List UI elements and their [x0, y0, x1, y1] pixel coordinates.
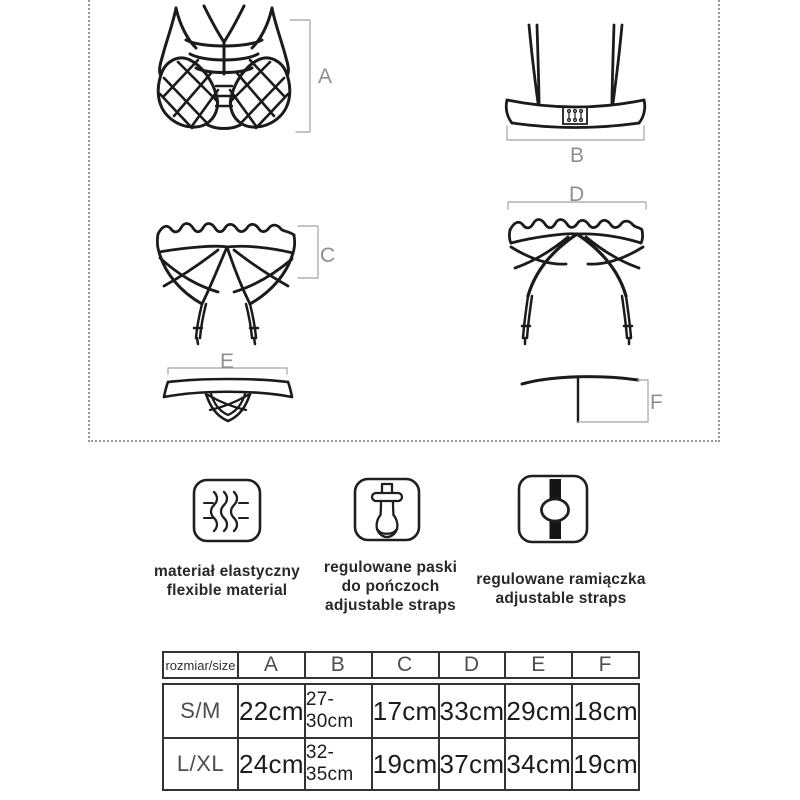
bra-back-figure: [498, 18, 658, 150]
garter-belt-back-figure: [498, 192, 660, 348]
column-header-b: B: [304, 653, 371, 677]
strap-adjuster-icon: [517, 474, 589, 544]
size-label: S/M: [180, 698, 221, 723]
garter-clip-caption: regulowane paski do pończoch adjustable straps: [323, 559, 458, 614]
cell-lxl-d: 37cm: [438, 737, 505, 789]
column-header-c: C: [371, 653, 438, 677]
cell-lxl-b: 32-35cm: [304, 737, 371, 789]
cell-sm-a: 22cm: [237, 685, 304, 737]
garter-straps: [194, 304, 258, 344]
measure-label-b: B: [570, 144, 586, 167]
strap-adjuster-caption: regulowane ramiączka adjustable straps: [476, 571, 646, 607]
cell-sm-b: 27-30cm: [304, 685, 371, 737]
measure-label-d: D: [569, 183, 586, 206]
size-table-body: [162, 683, 640, 791]
corner-label: rozmiar/size: [165, 657, 236, 673]
size-table-header: [162, 651, 640, 679]
column-header-d: D: [438, 653, 505, 677]
cell-sm-e: 29cm: [504, 685, 571, 737]
bra-front-figure: [140, 2, 320, 140]
size-label: L/XL: [164, 737, 237, 789]
column-header-f: F: [571, 653, 638, 677]
cell-lxl-a: 24cm: [237, 737, 304, 789]
column-header-a: A: [237, 653, 304, 677]
cell-sm-f: 18cm: [571, 685, 638, 737]
measure-label-a: A: [318, 65, 334, 88]
hook-eyes: [568, 110, 583, 122]
measure-bracket-c: [298, 226, 318, 278]
measure-bracket-f: [578, 380, 648, 422]
panties-back-figure: [514, 366, 662, 430]
measure-label-e: E: [220, 350, 236, 373]
column-header-e: E: [504, 653, 571, 677]
cell-sm-d: 33cm: [438, 685, 505, 737]
cell-sm-c: 17cm: [371, 685, 438, 737]
garter-straps-back: [522, 296, 632, 344]
measure-label-f: F: [650, 391, 664, 414]
garter-clip-icon: [353, 477, 421, 542]
cell-lxl-f: 19cm: [571, 737, 638, 789]
cell-lxl-c: 19cm: [371, 737, 438, 789]
size-table: [162, 651, 640, 791]
cell-lxl-e: 34cm: [504, 737, 571, 789]
measure-label-c: C: [320, 244, 337, 267]
elastic-material-icon: [192, 478, 262, 543]
measure-bracket-a: [290, 20, 310, 132]
garter-belt-front-figure: [148, 216, 330, 348]
elastic-material-caption: materiał elastyczny flexible material: [154, 563, 300, 599]
